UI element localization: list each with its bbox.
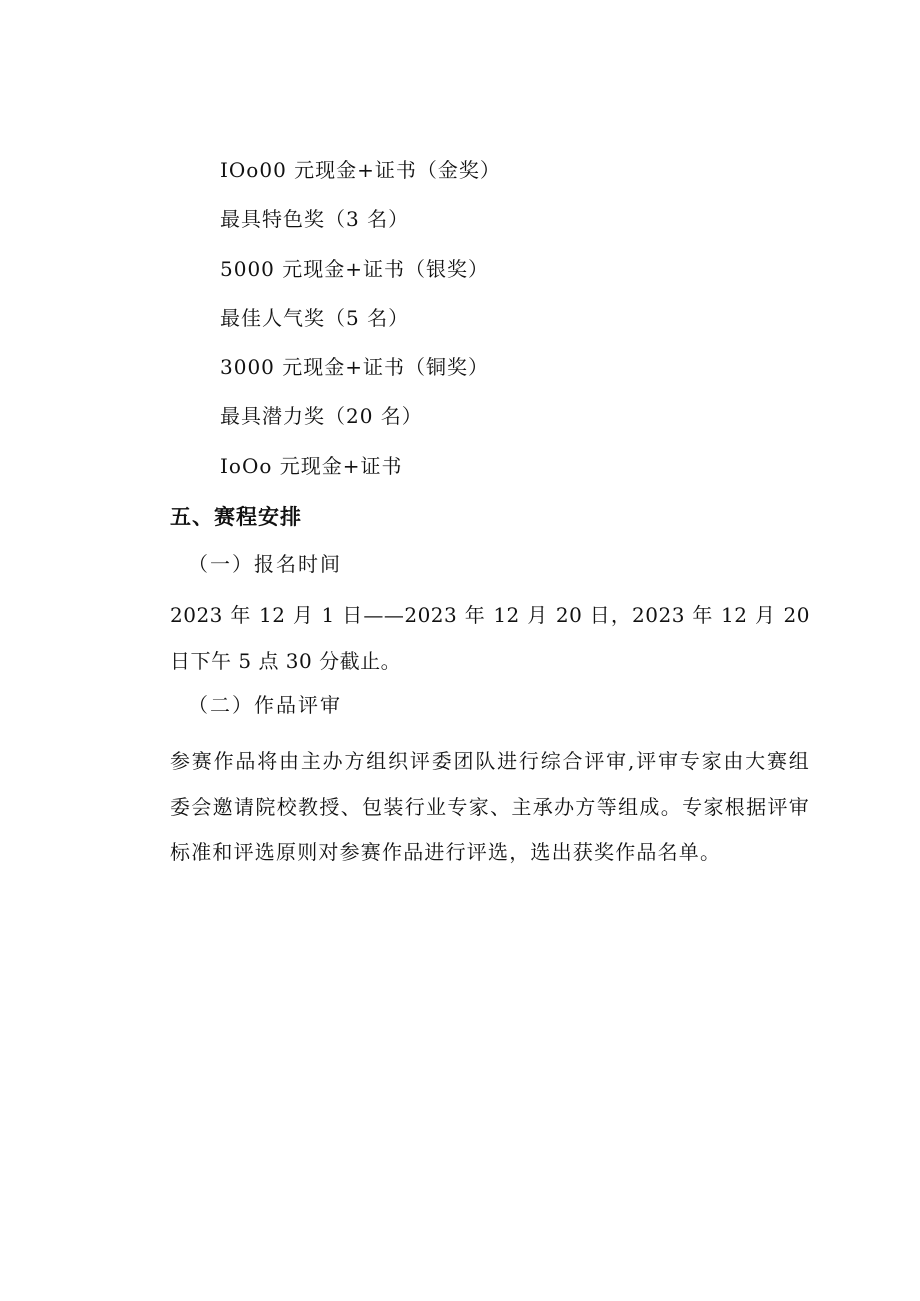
registration-period-text: 2023 年 12 月 1 日——2023 年 12 月 20 日，2023 年 12 月 20 日下午 5 点 30 分截止。	[170, 603, 810, 673]
subheading-work-review: （二）作品评审	[188, 693, 342, 717]
award-list	[220, 146, 501, 491]
award-line-gold-prize: IOo00 元现金+证书（金奖）	[220, 158, 501, 182]
award-line-potential-prize: IoOo 元现金+证书	[220, 453, 403, 478]
award-line-potential: 最具潜力奖（20 名）	[220, 404, 423, 429]
subheading-registration-time: （一）报名时间	[188, 552, 342, 576]
award-line-silver-prize: 5000 元现金+证书（银奖）	[220, 256, 490, 281]
section-heading-schedule: 五、赛程安排	[170, 505, 302, 529]
review-description-text: 参赛作品将由主办方组织评委团队进行综合评审,评审专家由大赛组委会邀请院校教授、包装行业专家、主承办方等组成。专家根据评审标准和评选原则对参赛作品进行评选，选出获奖作品名单。	[170, 749, 810, 864]
award-line-special-feature: 最具特色奖（3 名）	[220, 207, 410, 232]
award-line-bronze-prize: 3000 元现金+证书（铜奖）	[220, 355, 490, 380]
award-line-popularity: 最佳人气奖（5 名）	[220, 305, 410, 330]
